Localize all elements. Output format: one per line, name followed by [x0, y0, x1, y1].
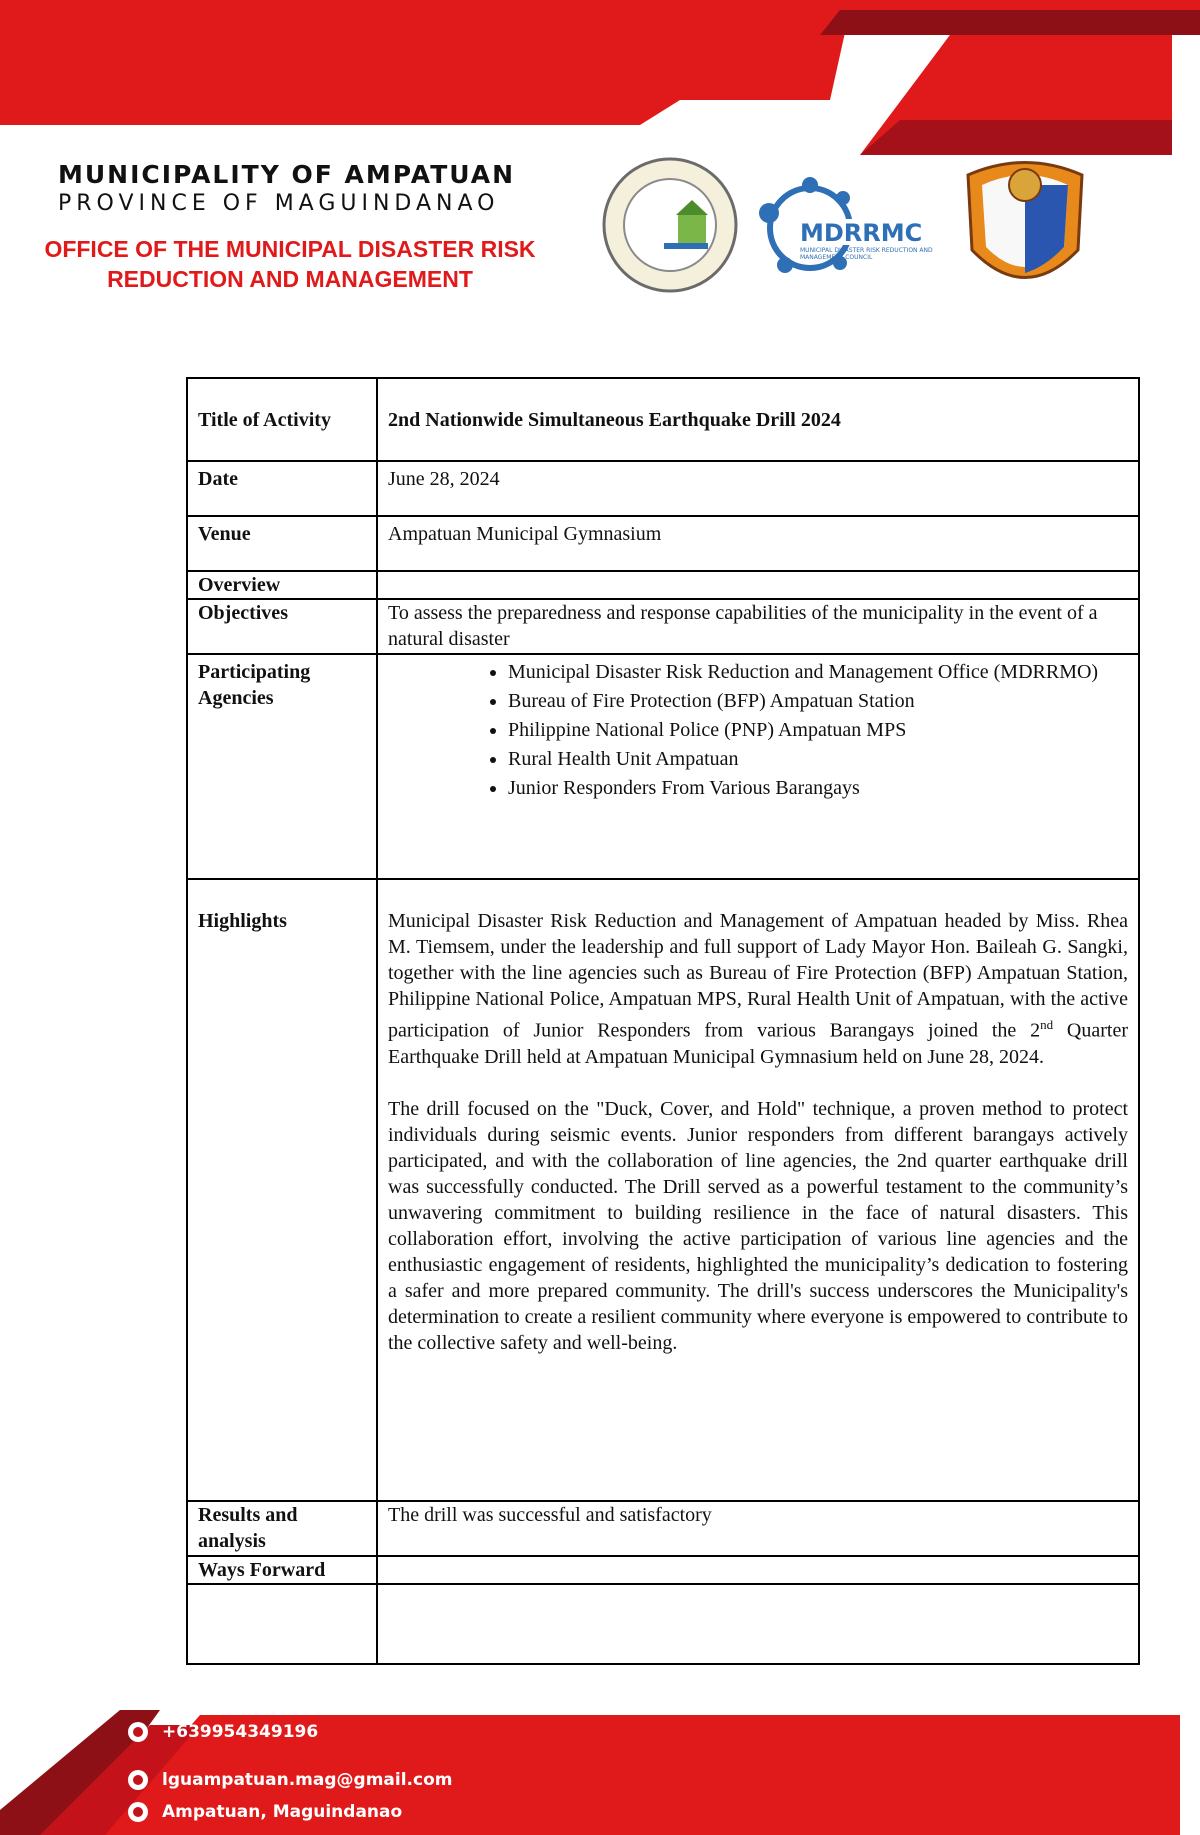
label-date: Date — [187, 461, 377, 516]
value-ways-forward — [377, 1556, 1139, 1584]
list-item: • Bureau of Fire Protection (BFP) Ampatuan Station — [508, 688, 1128, 714]
office-line-2: REDUCTION AND MANAGEMENT — [107, 266, 473, 292]
footer-phone-text: +639954349196 — [162, 1722, 319, 1742]
list-item: • Philippine National Police (PNP) Ampatuan MPS — [508, 717, 1128, 743]
label-results-and-analysis: Results and analysis — [187, 1501, 377, 1556]
municipal-seal-logo — [600, 155, 740, 295]
label-highlights: Highlights — [187, 879, 377, 1501]
office-line-1: OFFICE OF THE MUNICIPAL DISASTER RISK — [44, 236, 536, 262]
value-highlights — [377, 879, 1139, 1501]
label-venue: Venue — [187, 516, 377, 571]
table-row-results — [187, 1501, 1139, 1556]
header-text — [40, 160, 560, 294]
table-row-overview — [187, 571, 1139, 599]
header-red-band — [0, 0, 1200, 160]
label-participating-agencies: Participating Agencies — [187, 654, 377, 879]
footer-address — [128, 1802, 402, 1822]
table-row-empty — [187, 1584, 1139, 1664]
label-overview: Overview — [187, 571, 377, 599]
mdrrmc-logo-subtext: MUNICIPAL DISASTER RISK REDUCTION AND MANAGEMENT COUNCIL — [800, 247, 933, 261]
office-name — [40, 234, 540, 294]
value-objectives: To assess the preparedness and response capabilities of the municipality in the event of a natural disaster — [377, 599, 1139, 654]
table-row-highlights — [187, 879, 1139, 1501]
table-row-title — [187, 378, 1139, 461]
footer-address-text: Ampatuan, Maguindanao — [162, 1802, 403, 1822]
list-item: • Municipal Disaster Risk Reduction and Management Office (MDRRMO) — [508, 659, 1128, 685]
table-row-agencies — [187, 654, 1139, 879]
value-participating-agencies — [377, 654, 1139, 879]
municipality-name: MUNICIPALITY OF AMPATUAN — [58, 160, 516, 189]
empty-cell — [187, 1584, 377, 1664]
agencies-list — [388, 659, 1128, 801]
empty-cell — [377, 1584, 1139, 1664]
value-results-and-analysis: The drill was successful and satisfactory — [377, 1501, 1139, 1556]
mdrrmc-logo-text: MDRRMC — [800, 219, 923, 247]
highlights-paragraph-2: The drill focused on the "Duck, Cover, and Hold" technique, a proven method to protect individuals during seismic events. Junior responders from different barangays actively participated, and with the collaboration of line agencies, the 2nd quarter earthquake drill was successfully conducted. The Drill served as a powerful testament to the community’s unwavering commitment to building resilience in the face of natural disasters. This collaboration effort, involving the active participation of various line agencies and the enthusiastic engagement of residents, highlighted the municipality’s dedication to fostering a safer and more prepared community. The drill's success underscores the Municipality's determination to create a resilient community where everyone is empowered to contribute to the collective safety and well-being. — [388, 1097, 1128, 1354]
province-name: PROVINCE OF MAGUINDANAO — [58, 191, 500, 216]
list-item: • Junior Responders From Various Barangays — [508, 775, 1128, 801]
value-date: June 28, 2024 — [377, 461, 1139, 516]
label-title-of-activity: Title of Activity — [187, 378, 377, 461]
label-objectives: Objectives — [187, 599, 377, 654]
highlights-paragraph-1: Municipal Disaster Risk Reduction and Management of Ampatuan headed by Miss. Rhea M. Tiemsem, under the leadership and full support of Lady Mayor Hon. Baileah G. Sangki, together with the line agencies such as Bureau of Fire Protection (BFP) Ampatuan Station, Philippine National Police, Ampatuan MPS, Rural Health Unit of Ampatuan, with the active participation of Junior Responders from various Barangays joined the 2nd Quarter Earthquake Drill held at Ampatuan Municipal Gymnasium held on June 28, 2024. — [388, 910, 1128, 1068]
location-pin-icon — [128, 1802, 148, 1822]
mail-icon — [128, 1770, 148, 1790]
value-overview — [377, 571, 1139, 599]
list-item: • Rural Health Unit Ampatuan — [508, 746, 1128, 772]
table-row-objectives — [187, 599, 1139, 654]
activity-report-table — [186, 377, 1140, 1665]
footer-phone — [128, 1722, 318, 1742]
footer-email — [128, 1770, 452, 1790]
header-logos — [600, 155, 1100, 305]
table-row-date — [187, 461, 1139, 516]
value-title-of-activity: 2nd Nationwide Simultaneous Earthquake Drill 2024 — [377, 378, 1139, 461]
label-ways-forward: Ways Forward — [187, 1556, 377, 1584]
table-row-ways-forward — [187, 1556, 1139, 1584]
shield-emblem-logo — [960, 155, 1090, 305]
table-row-venue — [187, 516, 1139, 571]
footer-email-text: lguampatuan.mag@gmail.com — [162, 1770, 453, 1790]
phone-icon — [128, 1722, 148, 1742]
value-venue: Ampatuan Municipal Gymnasium — [377, 516, 1139, 571]
